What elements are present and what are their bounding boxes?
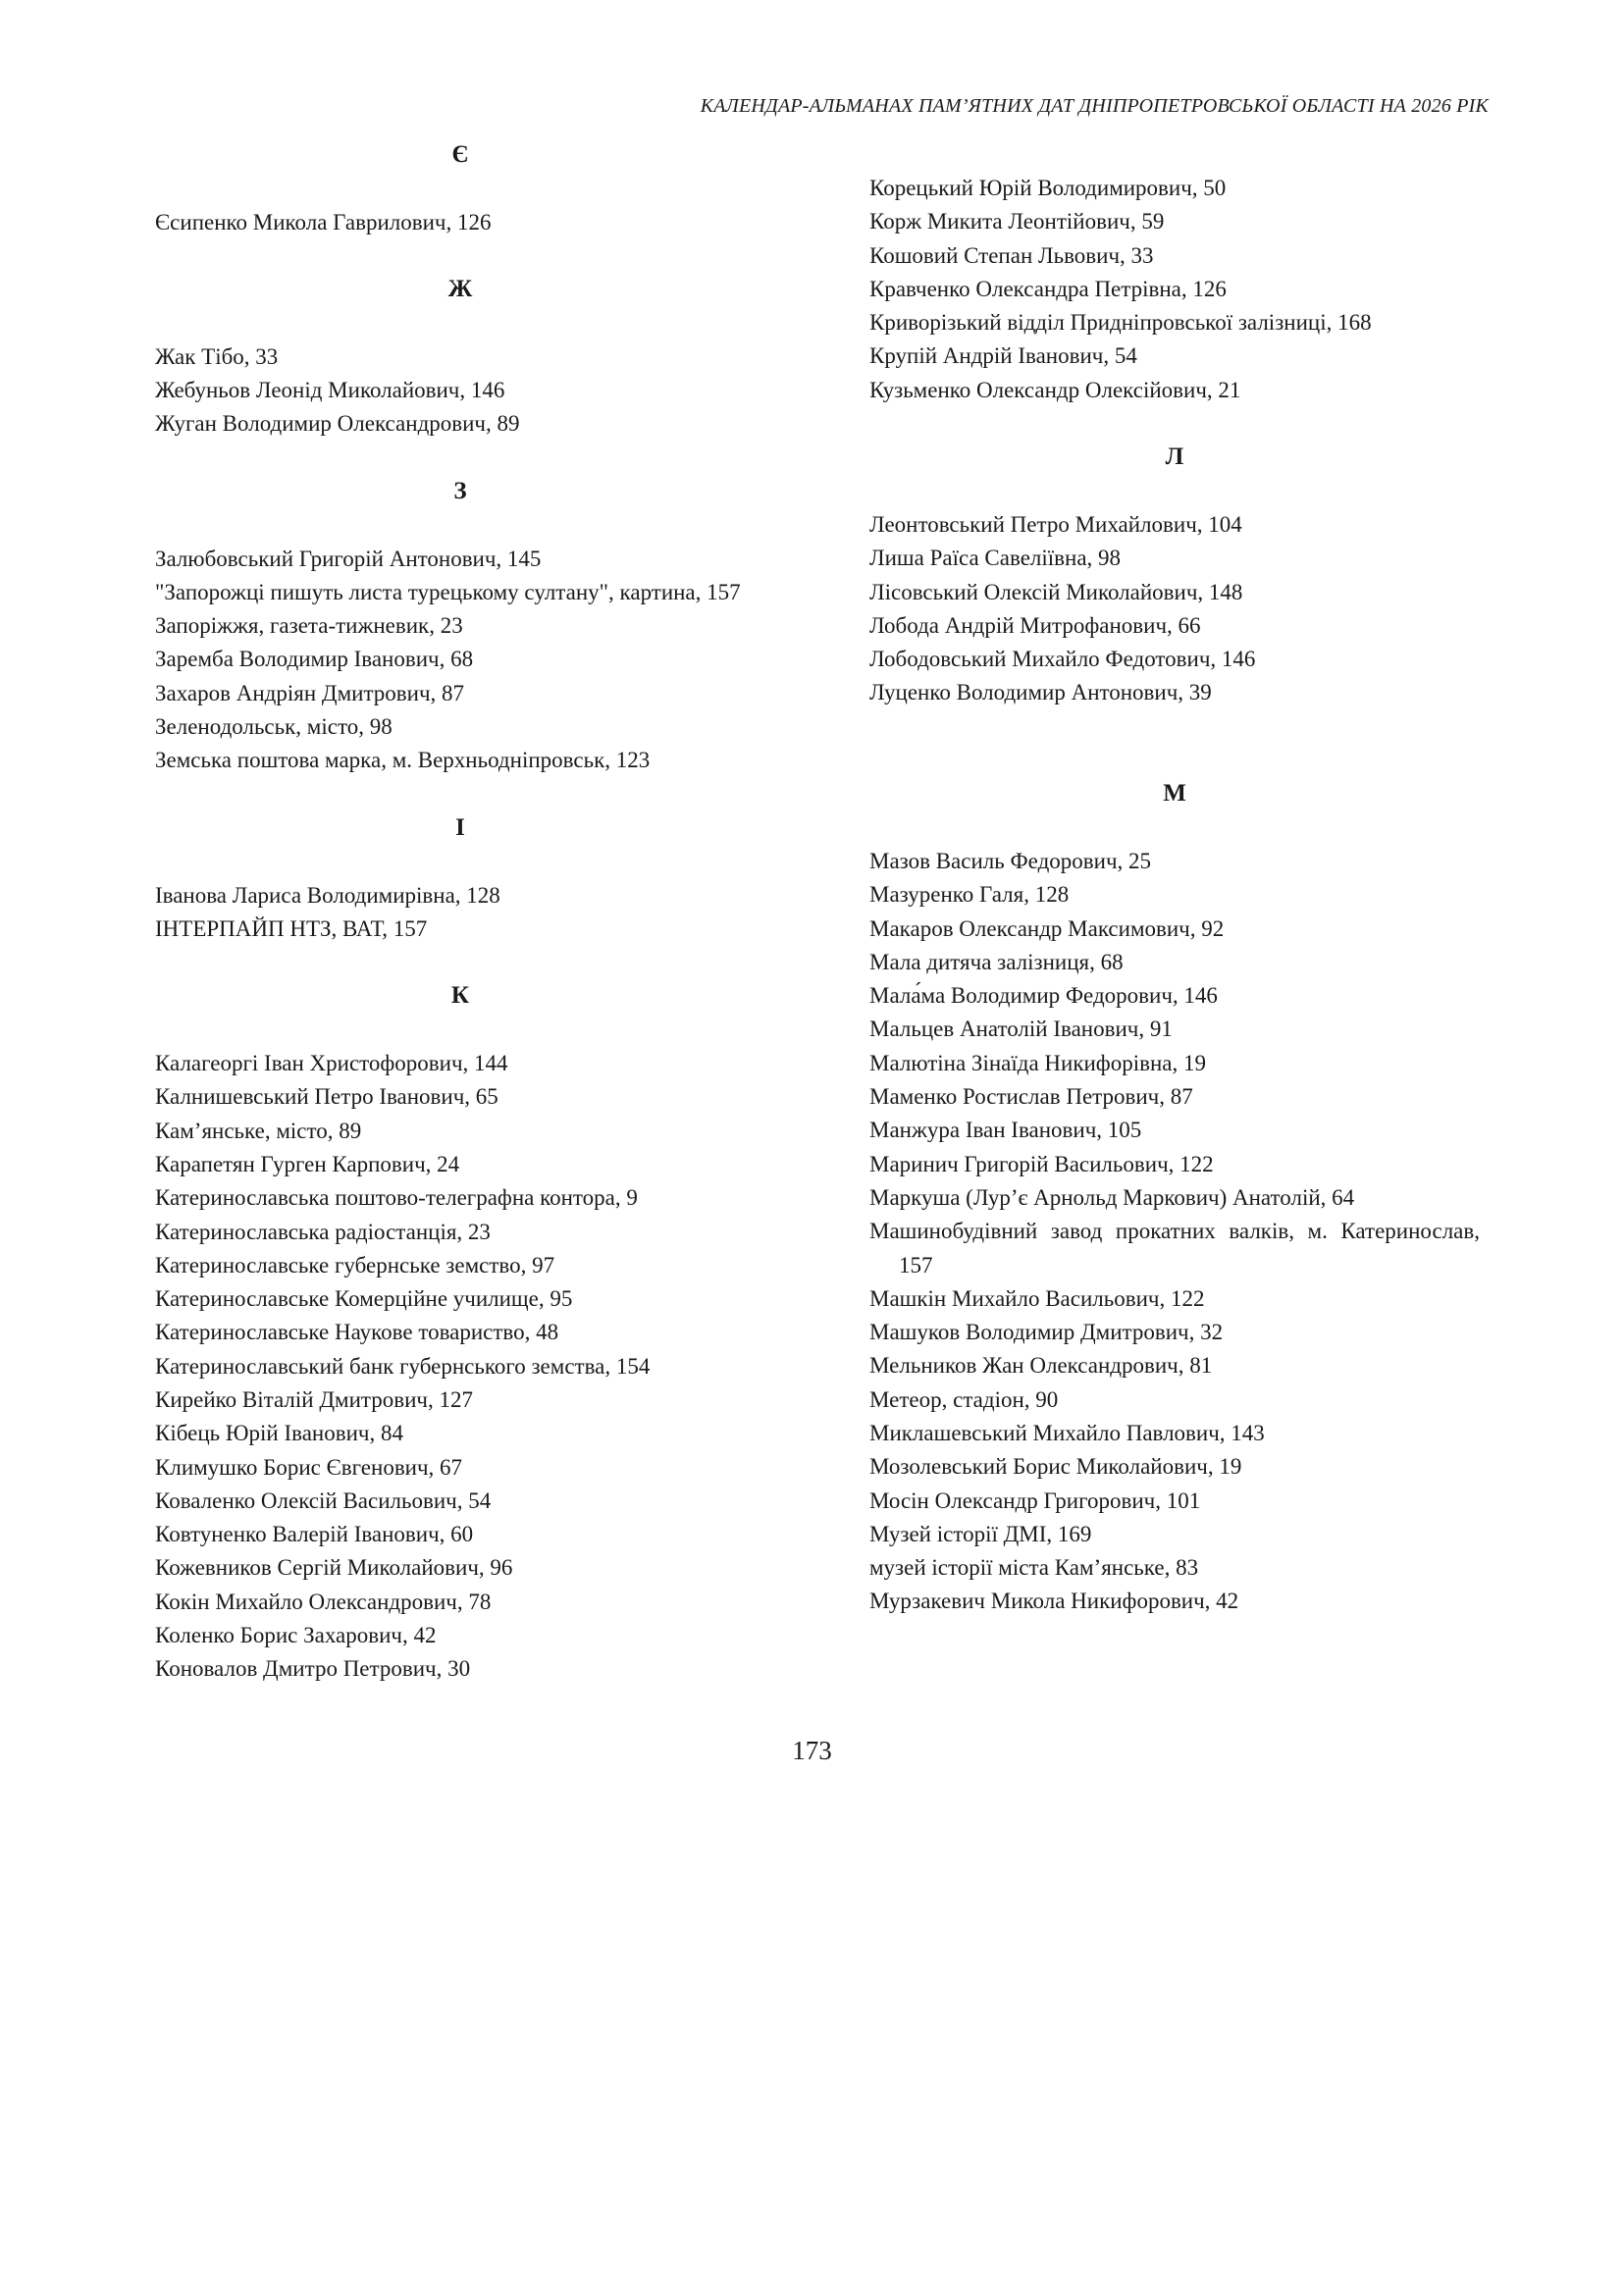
section-letter: М	[1163, 780, 1186, 808]
index-entry: Климушко Борис Євгенович, 67	[155, 1454, 463, 1480]
index-entry: Мосін Олександр Григорович, 101	[869, 1487, 1201, 1513]
index-entry: Метеор, стадіон, 90	[869, 1386, 1059, 1412]
index-entry: музей історії міста Кам’янське, 83	[869, 1555, 1199, 1581]
index-entry: Калнишевський Петро Іванович, 65	[155, 1084, 498, 1110]
index-entry: Кирейко Віталій Дмитрович, 127	[155, 1386, 473, 1412]
index-entry: Мальцев Анатолій Іванович, 91	[869, 1017, 1173, 1042]
index-entry: Кокін Михайло Олександрович, 78	[155, 1589, 492, 1614]
right-column	[869, 172, 1480, 1619]
index-entry: Катеринославське губернське земство, 97	[155, 1252, 555, 1278]
index-entry: Катеринославська поштово-телеграфна контора, 9	[155, 1185, 638, 1211]
index-entry: Жак Тібо, 33	[155, 343, 279, 369]
index-entry: Коновалов Дмитро Петрович, 30	[155, 1656, 471, 1682]
index-entry: Кузьменко Олександр Олексійович, 21	[869, 377, 1241, 402]
index-entry: Катеринославська радіостанція, 23	[155, 1219, 491, 1244]
index-entry: Лісовський Олексій Миколайович, 148	[869, 579, 1243, 604]
section-letter: І	[455, 813, 465, 841]
index-entry: ІНТЕРПАЙП НТЗ, ВАТ, 157	[155, 915, 428, 941]
index-entry: Корж Микита Леонтійович, 59	[869, 209, 1165, 235]
index-entry: "Запорожці пишуть листа турецькому султану", картина, 157	[155, 579, 741, 604]
index-entry: Мурзакевич Микола Никифорович, 42	[869, 1589, 1239, 1614]
index-entry: Захаров Андріян Дмитрович, 87	[155, 680, 465, 705]
index-entry: Мазуренко Галя, 128	[869, 882, 1070, 908]
index-entry: Малютіна Зінаїда Никифорівна, 19	[869, 1050, 1206, 1075]
index-entry: Маркуша (Лур’є Арнольд Маркович) Анатолій, 64	[869, 1184, 1355, 1210]
index-entry: Коваленко Олексій Васильович, 54	[155, 1487, 492, 1513]
index-entry: Кожевников Сергій Миколайович, 96	[155, 1555, 513, 1581]
index-entry: Лободовський Михайло Федотович, 146	[869, 647, 1256, 672]
index-entry: Катеринославський банк губернського земства, 154	[155, 1353, 651, 1379]
index-entry: Кравченко Олександра Петрівна, 126	[869, 276, 1227, 301]
index-entry: Запоріжжя, газета-тижневик, 23	[155, 613, 463, 639]
index-entry: Єсипенко Микола Гаврилович, 126	[155, 209, 492, 235]
index-entry: Корецький Юрій Володимирович, 50	[869, 176, 1227, 200]
index-entry: Заремба Володимир Іванович, 68	[155, 647, 474, 672]
index-entry: Машкін Михайло Васильович, 122	[869, 1285, 1205, 1311]
index-entry: Кібець Юрій Іванович, 84	[155, 1421, 403, 1446]
index-entry: Катеринославське Комерційне училище, 95	[155, 1286, 573, 1312]
index-entry: Маменко Ростислав Петрович, 87	[869, 1084, 1193, 1110]
index-entry: Лобода Андрій Митрофанович, 66	[869, 612, 1201, 638]
index-entry: Макаров Олександр Максимович, 92	[869, 915, 1225, 941]
index-entry: Жуган Володимир Олександрович, 89	[155, 411, 520, 437]
index-entry: Залюбовський Григорій Антонович, 145	[155, 546, 542, 571]
index-entry: Крупій Андрій Іванович, 54	[869, 343, 1137, 369]
page-number: 173	[792, 1736, 832, 1765]
index-entry: Кошовий Степан Львович, 33	[869, 242, 1154, 268]
index-entry: Леонтовський Петро Михайлович, 104	[869, 511, 1242, 537]
index-entry: Калагеоргі Іван Христофорович, 144	[155, 1051, 508, 1076]
running-header: КАЛЕНДАР-АЛЬМАНАХ ПАМ’ЯТНИХ ДАТ ДНІПРОПЕТРОВСЬКОЇ ОБЛАСТІ НА 2026 РІК	[700, 95, 1489, 117]
section-letter: З	[453, 477, 467, 504]
section-letter: Ж	[447, 276, 473, 303]
index-entry: Луценко Володимир Антонович, 39	[869, 680, 1212, 705]
index-entry: Маринич Григорій Васильович, 122	[869, 1151, 1214, 1176]
index-entry: Мала́ма Володимир Федорович, 146	[869, 983, 1218, 1009]
index-entry: Мазов Василь Федорович, 25	[869, 848, 1152, 873]
index-entry: Земська поштова марка, м. Верхньодніпровськ, 123	[155, 748, 651, 773]
left-column	[155, 138, 765, 1687]
index-entry: Ковтуненко Валерій Іванович, 60	[155, 1522, 474, 1547]
index-entry: Іванова Лариса Володимирівна, 128	[155, 882, 500, 908]
index-entry: Мала дитяча залізниця, 68	[869, 949, 1124, 974]
index-entry: Лиша Раїса Савеліївна, 98	[869, 546, 1122, 571]
index-entry: Музей історії ДМІ, 169	[869, 1521, 1092, 1546]
index-entry: Катеринославське Наукове товариство, 48	[155, 1320, 559, 1345]
index-entry: Мозолевський Борис Миколайович, 19	[869, 1454, 1242, 1480]
index-entry: Карапетян Гурген Карпович, 24	[155, 1151, 460, 1176]
index-entry: Криворізький відділ Придніпровської залізниці, 168	[869, 310, 1372, 336]
index-entry: Мельников Жан Олександрович, 81	[869, 1353, 1213, 1379]
index-entry: Коленко Борис Захарович, 42	[155, 1623, 437, 1648]
index-entry: Манжура Іван Іванович, 105	[869, 1118, 1142, 1143]
index-entry: Кам’янське, місто, 89	[155, 1118, 362, 1143]
index-entry: Жебуньов Леонід Миколайович, 146	[155, 378, 505, 403]
index-entry: Машуков Володимир Дмитрович, 32	[869, 1320, 1224, 1345]
index-entry: Зеленодольськ, місто, 98	[155, 714, 393, 740]
section-letter: К	[450, 982, 470, 1010]
section-letter: Є	[451, 141, 469, 168]
index-entry: Машинобудівний завод прокатних валків, м. Катеринослав, 157	[869, 1219, 1480, 1278]
index-entry: Миклашевський Михайло Павлович, 143	[869, 1420, 1265, 1445]
section-letter: Л	[1165, 443, 1184, 471]
